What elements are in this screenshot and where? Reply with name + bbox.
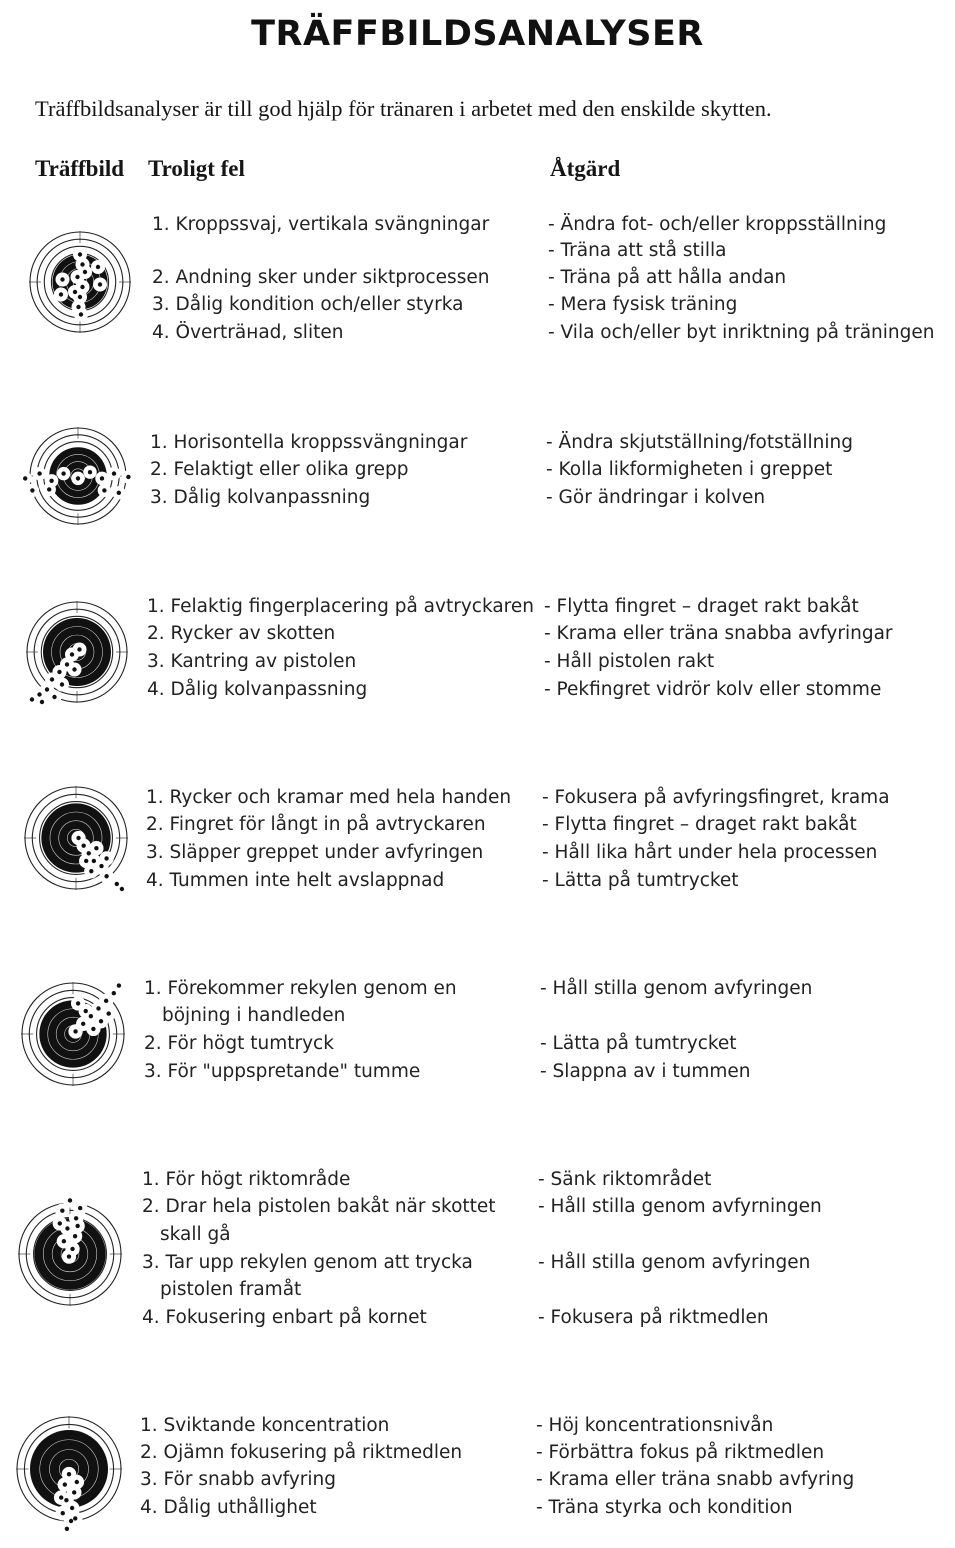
fault-line: 3. Dålig kondition och/eller styrka (152, 294, 464, 315)
action-line: - Håll pistolen rakt (544, 651, 715, 672)
fault-line: 3. Kantring av pistolen (147, 651, 357, 672)
fault-line: 2. Felaktigt eller olika grepp (150, 459, 409, 480)
target-image-4 (5, 767, 147, 909)
shot-hole (117, 983, 121, 987)
target-image-5 (2, 963, 144, 1105)
shot-hole (69, 1519, 73, 1523)
fault-line: 4. Överträнad, sliten (152, 322, 344, 343)
action-line: - Håll lika hårt under hela processen (542, 842, 878, 863)
target-image-6 (0, 1183, 141, 1325)
shot-hole (50, 677, 54, 681)
action-line: - Träna styrka och kondition (536, 1497, 793, 1518)
shot-hole (73, 1234, 77, 1238)
shot-hole (72, 1490, 76, 1494)
fault-line: skall gå (160, 1224, 231, 1245)
shot-hole (91, 1027, 95, 1031)
action-line: - Ändra skjutställning/fotställning (546, 432, 853, 453)
shot-hole (58, 1221, 62, 1225)
fault-line: 4. Fokusering enbart på kornet (142, 1307, 427, 1328)
shot-hole (100, 476, 104, 480)
shot-hole (76, 305, 80, 309)
action-line: - Flytta fingret – draget rakt bakåt (544, 596, 859, 617)
shot-hole (65, 662, 69, 666)
shot-hole (70, 652, 74, 656)
shot-hole (62, 1239, 66, 1243)
action-line: - Fokusera på avfyringsfingret, krama (542, 787, 890, 808)
action-line: - Höj koncentrationsnivån (536, 1415, 774, 1436)
fault-line: 3. Släpper greppet under avfyringen (146, 842, 484, 863)
fault-line: 3. Tar upp rekylen genom att trycka (142, 1252, 473, 1273)
action-line: - Flytta fingret – draget rakt bakåt (542, 814, 857, 835)
shot-hole (73, 1516, 77, 1520)
fault-line: 1. Kroppssvaj, vertikala svängningar (152, 214, 490, 235)
shot-hole (73, 1029, 77, 1033)
shot-hole (115, 882, 119, 886)
fault-line: 1. Rycker och kramar med hela handen (146, 787, 512, 808)
fault-line: 1. För högt riktområde (142, 1169, 351, 1190)
action-line: - Krama eller träna snabb avfyring (536, 1469, 855, 1490)
shot-hole (23, 476, 27, 480)
shot-hole (59, 1495, 63, 1499)
shot-hole (81, 843, 85, 847)
shot-hole (76, 1001, 80, 1005)
action-line: - Träna att stå stilla (548, 240, 727, 261)
shot-hole (65, 1527, 69, 1531)
action-line: - Kolla likformigheten i greppet (546, 459, 833, 480)
fault-line: 1. Sviktande koncentration (140, 1415, 390, 1436)
shot-hole (126, 475, 130, 479)
shot-hole (92, 859, 96, 863)
fault-line: 1. Förekommer rekylen genom en (144, 978, 457, 999)
action-line: - Lätta på tumtrycket (540, 1033, 737, 1054)
action-line: - Sänk riktområdet (538, 1169, 712, 1190)
action-line: - Håll stilla genom avfyringen (538, 1252, 811, 1273)
shot-hole (76, 476, 80, 480)
shot-hole (104, 999, 108, 1003)
shot-hole (72, 667, 76, 671)
shot-hole (104, 874, 108, 878)
header-fault: Troligt fel (148, 156, 245, 181)
fault-line: 3. För snabb avfyring (140, 1469, 337, 1490)
action-line: - Vila och/eller byt inriktning på träningen (548, 322, 935, 343)
shot-hole (88, 470, 92, 474)
fault-line: 2. Ojämn fokusering på riktmedlen (140, 1442, 463, 1463)
fault-line: 1. Felaktig fingerplacering på avtryckaren (147, 596, 534, 617)
shot-hole (120, 887, 124, 891)
shot-hole (60, 682, 64, 686)
action-line: - Träna på att hålla andan (548, 267, 787, 288)
shot-hole (60, 1208, 64, 1212)
shot-hole (94, 846, 98, 850)
page-title: TRÄFFBILDSANALYSER (251, 14, 704, 54)
action-line: - Pekfingret vidrör kolv eller stomme (544, 679, 882, 700)
shot-hole (78, 252, 82, 256)
action-line: - Krama eller träna snabba avfyringar (544, 623, 893, 644)
shot-hole (60, 277, 64, 281)
shot-hole (83, 270, 87, 274)
shot-hole (47, 487, 51, 491)
action-line: - Håll stilla genom avfyringen (540, 978, 813, 999)
fault-line: 2. Rycker av skotten (147, 623, 336, 644)
shot-hole (75, 1480, 79, 1484)
shot-hole (99, 1019, 103, 1023)
fault-line: 4. Dålig uthållighet (140, 1497, 317, 1518)
shot-hole (68, 1198, 72, 1202)
fault-line: böjning i handleden (162, 1005, 346, 1026)
shot-hole (61, 1511, 65, 1515)
action-line: - Förbättra fokus på riktmedlen (536, 1442, 825, 1463)
shot-hole (61, 471, 65, 475)
action-line: - Gör ändringar i kolven (546, 487, 766, 508)
target-image-3 (7, 582, 147, 722)
shot-hole (79, 312, 83, 316)
shot-hole (112, 991, 116, 995)
fault-line: 3. För "uppspretande" tumme (144, 1061, 421, 1082)
shot-hole (40, 700, 44, 704)
intro-text: Träffbildsanalyser är till god hjälp för tränaren i arbetet med den enskilde skytten. (35, 96, 772, 121)
fault-line: 4. Dålig kolvanpassning (147, 679, 368, 700)
shot-hole (96, 265, 100, 269)
shot-hole (89, 869, 93, 873)
shot-hole (84, 859, 88, 863)
target-image-1 (10, 212, 150, 352)
shot-hole (57, 670, 61, 674)
fault-line: 4. Tummen inte helt avslappnad (146, 870, 445, 891)
shot-hole (37, 692, 41, 696)
shot-hole (30, 697, 34, 701)
shot-hole (67, 1472, 71, 1476)
action-line: - Håll stilla genom avfyrningen (538, 1196, 822, 1217)
shot-hole (73, 290, 77, 294)
shot-hole (102, 488, 106, 492)
fault-line: 3. Dålig kolvanpassning (150, 487, 371, 508)
shot-hole (76, 836, 80, 840)
header-action: Åtgärd (550, 156, 621, 181)
shot-hole (78, 295, 82, 299)
shot-hole (59, 292, 63, 296)
shot-hole (104, 856, 108, 860)
shot-hole (84, 1009, 88, 1013)
shot-hole (80, 262, 84, 266)
shot-hole (75, 275, 79, 279)
shot-hole (112, 471, 116, 475)
shot-hole (67, 1254, 71, 1258)
shot-hole (87, 851, 91, 855)
shot-hole (81, 1022, 85, 1026)
shot-hole (52, 695, 56, 699)
shot-hole (80, 285, 84, 289)
target-image-7 (0, 1397, 141, 1541)
shot-hole (117, 491, 121, 495)
shot-hole (78, 1206, 82, 1210)
header-image: Träffbild (35, 156, 125, 181)
action-line: - Slappna av i tummen (540, 1061, 751, 1082)
fault-line: 2. Drar hela pistolen bakåt när skottet (142, 1196, 496, 1217)
action-line: - Mera fysisk träning (548, 294, 738, 315)
shot-hole (74, 1216, 78, 1220)
shot-hole (89, 1014, 93, 1018)
shot-hole (75, 1224, 79, 1228)
action-line: - Fokusera på riktmedlen (538, 1307, 769, 1328)
target-image-2 (10, 408, 146, 544)
shot-hole (107, 1011, 111, 1015)
shot-hole (70, 1247, 74, 1251)
fault-line: pistolen framåt (160, 1279, 302, 1300)
shot-hole (49, 479, 53, 483)
fault-line: 2. För högt tumtryck (144, 1033, 334, 1054)
shot-hole (98, 282, 102, 286)
shot-hole (99, 864, 103, 868)
shot-hole (96, 1006, 100, 1010)
shot-hole (65, 1226, 69, 1230)
shot-hole (45, 687, 49, 691)
shot-hole (77, 647, 81, 651)
shot-hole (63, 1482, 67, 1486)
shot-hole (30, 488, 34, 492)
fault-line: 1. Horisontella kroppssvängningar (150, 432, 468, 453)
shot-hole (70, 1506, 74, 1510)
fault-line: 2. Andning sker under siktprocessen (152, 267, 490, 288)
action-line: - Lätta på tumtrycket (542, 870, 739, 891)
action-line: - Ändra fot- och/eller kroppsställning (548, 214, 887, 235)
shot-hole (64, 1498, 68, 1502)
fault-line: 2. Fingret för långt in på avtryckaren (146, 814, 486, 835)
shot-hole (37, 471, 41, 475)
